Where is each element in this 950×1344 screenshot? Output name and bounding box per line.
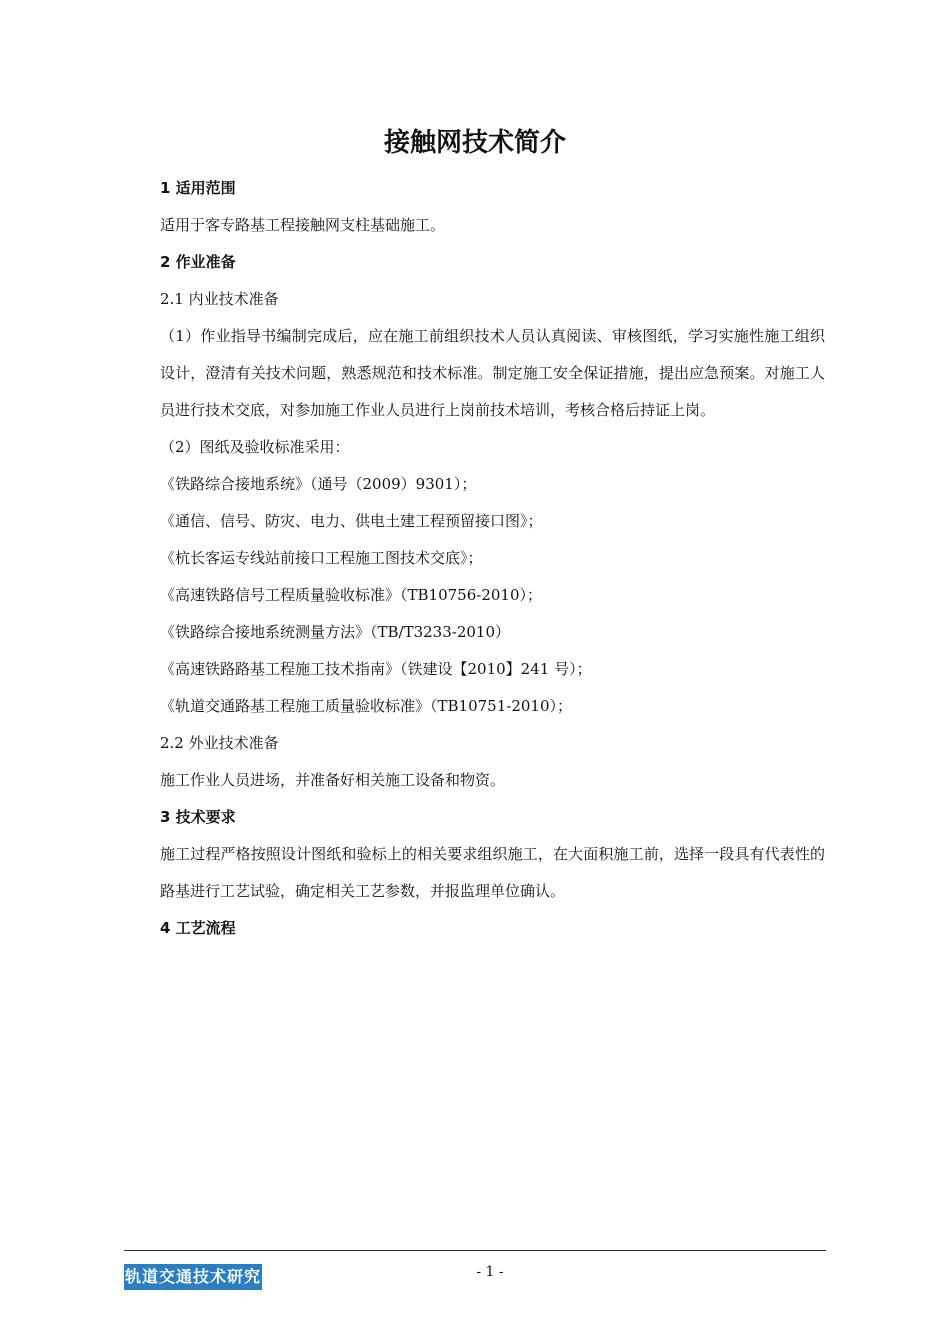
section-2-1-heading: 2.1 内业技术准备	[160, 290, 279, 308]
standard-item: 《杭长客运专线站前接口工程施工图技术交底》；	[160, 549, 483, 567]
standard-item: 《轨道交通路基工程施工质量验收标准》（TB10751-2010）；	[160, 697, 572, 715]
footer-logo: 轨道交通技术研究	[124, 1264, 262, 1290]
section-2-1-paragraph-2: （2）图纸及验收标准采用：	[160, 438, 350, 456]
section-1-heading: 1 适用范围	[160, 179, 236, 197]
footer-divider	[124, 1250, 826, 1251]
section-2-2-heading: 2.2 外业技术准备	[160, 734, 279, 752]
section-3-text: 施工过程严格按照设计图纸和验标上的相关要求组织施工，在大面积施工前，选择一段具有代表性的路基进行工艺试验，确定相关工艺参数，并报监理单位确认。	[160, 845, 825, 900]
standard-item: 《高速铁路信号工程质量验收标准》（TB10756-2010）；	[160, 586, 542, 604]
standard-item: 《铁路综合接地系统》（通号（2009）9301）；	[160, 475, 477, 493]
document-title: 接触网技术简介	[383, 128, 566, 158]
standard-item: 《通信、信号、防灾、电力、供电土建工程预留接口图》；	[160, 512, 543, 530]
section-4-heading: 4 工艺流程	[160, 919, 236, 937]
section-3-heading: 3 技术要求	[160, 808, 236, 826]
section-2-heading: 2 作业准备	[160, 253, 236, 271]
page-number: - 1 -	[476, 1264, 504, 1280]
section-1-text: 适用于客专路基工程接触网支柱基础施工。	[160, 216, 446, 234]
document-body	[160, 170, 825, 947]
standard-item: 《铁路综合接地系统测量方法》（TB/T3233-2010）	[160, 623, 511, 641]
section-2-2-text: 施工作业人员进场，并准备好相关施工设备和物资。	[160, 771, 506, 789]
section-2-1-paragraph-1: （1）作业指导书编制完成后，应在施工前组织技术人员认真阅读、审核图纸，学习实施性施工组织设计，澄清有关技术问题，熟悉规范和技术标准。制定施工安全保证措施，提出应急预案。对施工人员进行技术交底，对参加施工作业人员进行上岗前技术培训，考核合格后持证上岗。	[160, 327, 825, 419]
standard-item: 《高速铁路路基工程施工技术指南》（铁建设【2010】241 号）；	[160, 660, 592, 678]
